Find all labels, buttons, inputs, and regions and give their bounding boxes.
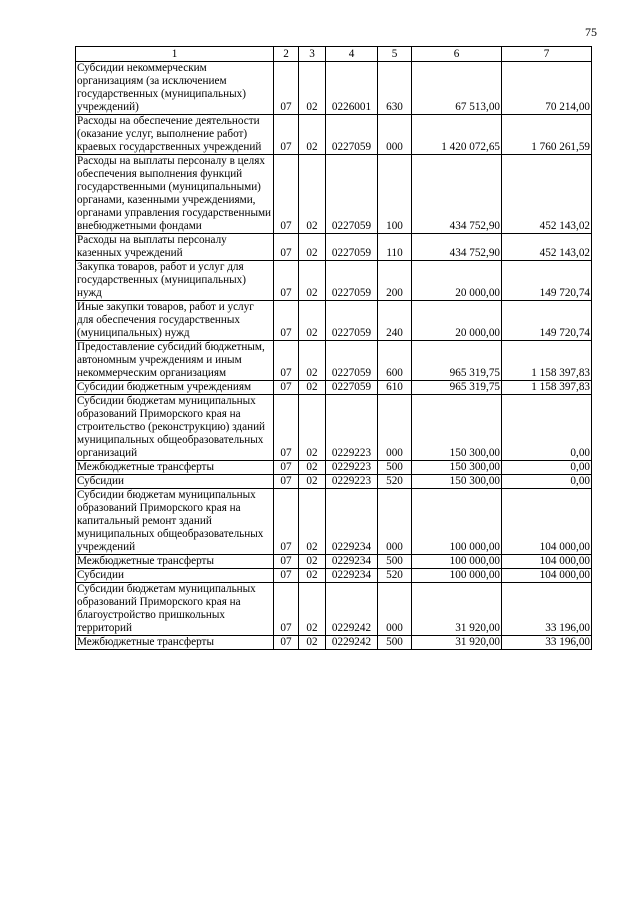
- amount-year2-cell: 452 143,02: [502, 234, 592, 261]
- section-code-cell: 07: [274, 62, 299, 115]
- table-row: [76, 62, 592, 115]
- section-code-cell: 07: [274, 261, 299, 301]
- subsection-code-cell: 02: [299, 395, 326, 461]
- amount-year1-cell: 434 752,90: [412, 234, 502, 261]
- section-code-cell: 07: [274, 301, 299, 341]
- target-article-cell: 0227059: [326, 234, 378, 261]
- section-code-cell: 07: [274, 636, 299, 650]
- expense-type-cell: 500: [378, 636, 412, 650]
- expense-name-cell: Межбюджетные трансферты: [76, 461, 274, 475]
- subsection-code-cell: 02: [299, 261, 326, 301]
- amount-year2-cell: 33 196,00: [502, 583, 592, 636]
- subsection-code-cell: 02: [299, 555, 326, 569]
- expense-name-cell: Субсидии бюджетным учреждениям: [76, 381, 274, 395]
- expense-type-cell: 500: [378, 461, 412, 475]
- table-row: [76, 461, 592, 475]
- expense-name-cell: Субсидии: [76, 569, 274, 583]
- table-row: [76, 341, 592, 381]
- amount-year1-cell: 965 319,75: [412, 341, 502, 381]
- expense-type-cell: 000: [378, 395, 412, 461]
- subsection-code-cell: 02: [299, 583, 326, 636]
- amount-year2-cell: 104 000,00: [502, 555, 592, 569]
- amount-year1-cell: 1 420 072,65: [412, 115, 502, 155]
- amount-year2-cell: 1 158 397,83: [502, 381, 592, 395]
- amount-year2-cell: 70 214,00: [502, 62, 592, 115]
- expense-type-cell: 200: [378, 261, 412, 301]
- amount-year1-cell: 100 000,00: [412, 489, 502, 555]
- amount-year2-cell: 0,00: [502, 395, 592, 461]
- target-article-cell: 0229242: [326, 636, 378, 650]
- column-header: 2: [274, 47, 299, 62]
- subsection-code-cell: 02: [299, 569, 326, 583]
- budget-table: [75, 46, 592, 650]
- amount-year2-cell: 0,00: [502, 461, 592, 475]
- section-code-cell: 07: [274, 155, 299, 234]
- amount-year2-cell: 149 720,74: [502, 261, 592, 301]
- subsection-code-cell: 02: [299, 155, 326, 234]
- expense-type-cell: 000: [378, 583, 412, 636]
- target-article-cell: 0229223: [326, 461, 378, 475]
- expense-name-cell: Межбюджетные трансферты: [76, 555, 274, 569]
- expense-name-cell: Иные закупки товаров, работ и услуг для обеспечения государственных (муниципальных) нужд: [76, 301, 274, 341]
- column-header: 4: [326, 47, 378, 62]
- expense-name-cell: Закупка товаров, работ и услуг для государственных (муниципальных) нужд: [76, 261, 274, 301]
- amount-year1-cell: 31 920,00: [412, 636, 502, 650]
- target-article-cell: 0227059: [326, 341, 378, 381]
- amount-year2-cell: 149 720,74: [502, 301, 592, 341]
- table-row: [76, 381, 592, 395]
- section-code-cell: 07: [274, 115, 299, 155]
- amount-year1-cell: 20 000,00: [412, 301, 502, 341]
- amount-year2-cell: 0,00: [502, 475, 592, 489]
- subsection-code-cell: 02: [299, 461, 326, 475]
- expense-type-cell: 000: [378, 115, 412, 155]
- subsection-code-cell: 02: [299, 381, 326, 395]
- amount-year1-cell: 67 513,00: [412, 62, 502, 115]
- expense-type-cell: 630: [378, 62, 412, 115]
- subsection-code-cell: 02: [299, 62, 326, 115]
- expense-type-cell: 610: [378, 381, 412, 395]
- expense-type-cell: 240: [378, 301, 412, 341]
- expense-type-cell: 110: [378, 234, 412, 261]
- expense-type-cell: 520: [378, 569, 412, 583]
- table-row: [76, 261, 592, 301]
- target-article-cell: 0227059: [326, 155, 378, 234]
- column-header: 6: [412, 47, 502, 62]
- expense-type-cell: 000: [378, 489, 412, 555]
- table-row: [76, 636, 592, 650]
- section-code-cell: 07: [274, 234, 299, 261]
- amount-year1-cell: 20 000,00: [412, 261, 502, 301]
- target-article-cell: 0229234: [326, 569, 378, 583]
- target-article-cell: 0229234: [326, 489, 378, 555]
- table-row: [76, 555, 592, 569]
- section-code-cell: 07: [274, 461, 299, 475]
- amount-year1-cell: 434 752,90: [412, 155, 502, 234]
- subsection-code-cell: 02: [299, 475, 326, 489]
- section-code-cell: 07: [274, 381, 299, 395]
- section-code-cell: 07: [274, 395, 299, 461]
- table-row: [76, 115, 592, 155]
- expense-name-cell: Субсидии бюджетам муниципальных образований Приморского края на строительство (реконструкцию) зданий муниципальных общеобразовательных организаций: [76, 395, 274, 461]
- amount-year1-cell: 150 300,00: [412, 475, 502, 489]
- column-header: 3: [299, 47, 326, 62]
- amount-year2-cell: 1 760 261,59: [502, 115, 592, 155]
- expense-type-cell: 520: [378, 475, 412, 489]
- expense-name-cell: Субсидии некоммерческим организациям (за исключением государственных (муниципальных) учреждений): [76, 62, 274, 115]
- subsection-code-cell: 02: [299, 301, 326, 341]
- amount-year1-cell: 150 300,00: [412, 395, 502, 461]
- target-article-cell: 0229223: [326, 475, 378, 489]
- amount-year1-cell: 150 300,00: [412, 461, 502, 475]
- target-article-cell: 0227059: [326, 261, 378, 301]
- target-article-cell: 0229242: [326, 583, 378, 636]
- column-header: 7: [502, 47, 592, 62]
- amount-year2-cell: 104 000,00: [502, 489, 592, 555]
- table-row: [76, 395, 592, 461]
- table-row: [76, 155, 592, 234]
- column-header: 1: [76, 47, 274, 62]
- section-code-cell: 07: [274, 489, 299, 555]
- amount-year2-cell: 33 196,00: [502, 636, 592, 650]
- expense-name-cell: Субсидии бюджетам муниципальных образований Приморского края на благоустройство пришкольных территорий: [76, 583, 274, 636]
- subsection-code-cell: 02: [299, 234, 326, 261]
- amount-year2-cell: 104 000,00: [502, 569, 592, 583]
- target-article-cell: 0227059: [326, 381, 378, 395]
- expense-type-cell: 500: [378, 555, 412, 569]
- target-article-cell: 0227059: [326, 301, 378, 341]
- table-row: [76, 569, 592, 583]
- amount-year1-cell: 965 319,75: [412, 381, 502, 395]
- expense-type-cell: 600: [378, 341, 412, 381]
- target-article-cell: 0229223: [326, 395, 378, 461]
- expense-name-cell: Предоставление субсидий бюджетным, автономным учреждениям и иным некоммерческим организациям: [76, 341, 274, 381]
- target-article-cell: 0229234: [326, 555, 378, 569]
- table-row: [76, 489, 592, 555]
- table-body: [76, 62, 592, 650]
- target-article-cell: 0227059: [326, 115, 378, 155]
- subsection-code-cell: 02: [299, 115, 326, 155]
- target-article-cell: 0226001: [326, 62, 378, 115]
- table-header-row: [76, 47, 592, 62]
- amount-year2-cell: 452 143,02: [502, 155, 592, 234]
- table-row: [76, 234, 592, 261]
- expense-name-cell: Расходы на выплаты персоналу в целях обеспечения выполнения функций государственными (муниципальными) органами, казенными учреждениями, органами управления государственными внебюджетными фондами: [76, 155, 274, 234]
- section-code-cell: 07: [274, 555, 299, 569]
- expense-name-cell: Межбюджетные трансферты: [76, 636, 274, 650]
- table-row: [76, 475, 592, 489]
- amount-year1-cell: 31 920,00: [412, 583, 502, 636]
- table-row: [76, 301, 592, 341]
- section-code-cell: 07: [274, 475, 299, 489]
- page-number: 75: [585, 25, 597, 39]
- expense-name-cell: Субсидии бюджетам муниципальных образований Приморского края на капитальный ремонт зданий муниципальных общеобразовательных учреждений: [76, 489, 274, 555]
- subsection-code-cell: 02: [299, 341, 326, 381]
- section-code-cell: 07: [274, 569, 299, 583]
- column-header: 5: [378, 47, 412, 62]
- section-code-cell: 07: [274, 341, 299, 381]
- expense-name-cell: Расходы на обеспечение деятельности (оказание услуг, выполнение работ) краевых государственных учреждений: [76, 115, 274, 155]
- expense-name-cell: Субсидии: [76, 475, 274, 489]
- amount-year1-cell: 100 000,00: [412, 569, 502, 583]
- expense-type-cell: 100: [378, 155, 412, 234]
- expense-name-cell: Расходы на выплаты персоналу казенных учреждений: [76, 234, 274, 261]
- amount-year1-cell: 100 000,00: [412, 555, 502, 569]
- subsection-code-cell: 02: [299, 489, 326, 555]
- section-code-cell: 07: [274, 583, 299, 636]
- subsection-code-cell: 02: [299, 636, 326, 650]
- table-row: [76, 583, 592, 636]
- amount-year2-cell: 1 158 397,83: [502, 341, 592, 381]
